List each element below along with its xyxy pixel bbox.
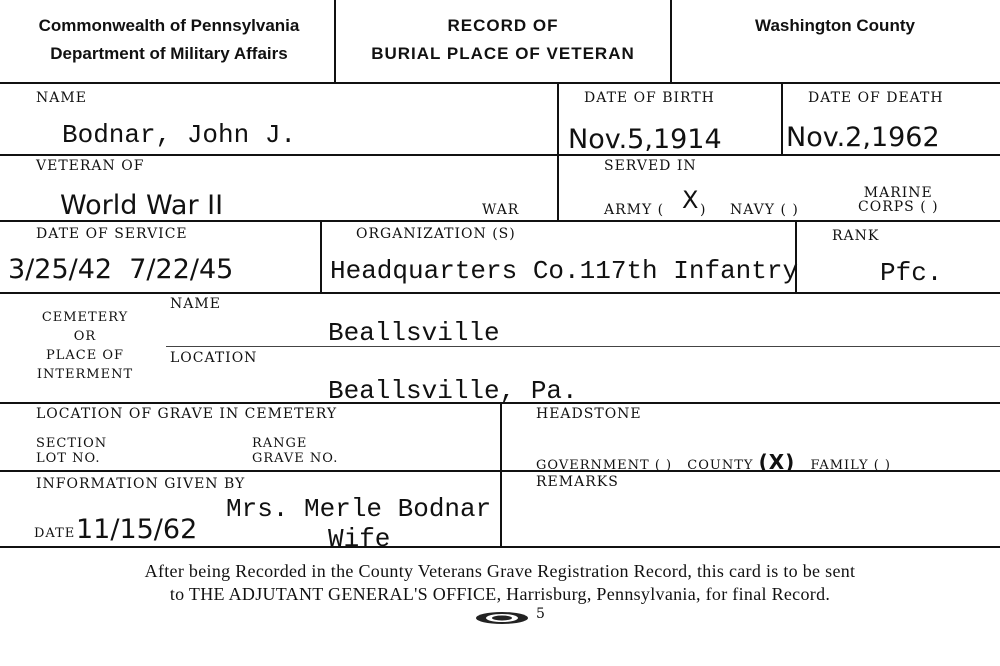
cemetery-label-line3: PLACE OF xyxy=(45,348,124,363)
rank-label: RANK xyxy=(832,228,880,244)
cemetery-label-line1: CEMETERY xyxy=(41,310,129,325)
rule-grave-row xyxy=(0,470,1000,472)
army-label: ARMY ( xyxy=(604,202,665,218)
rule-bottom xyxy=(0,546,1000,548)
service-dates: 3/25/42 7/22/45 xyxy=(8,254,234,285)
form-title-line1: RECORD OF xyxy=(447,16,559,35)
union-label-icon xyxy=(474,610,530,626)
rule-grave-headstone xyxy=(500,404,502,548)
headstone-label: HEADSTONE xyxy=(536,406,642,422)
grave-location-label: LOCATION OF GRAVE IN CEMETERY xyxy=(36,406,338,422)
rule-veteran-row xyxy=(0,220,1000,222)
marine-label xyxy=(858,186,939,214)
range-grave-label xyxy=(252,436,338,466)
footer-instructions xyxy=(0,560,1000,606)
rule-veteran-served xyxy=(557,156,559,220)
cemetery-location-label: LOCATION xyxy=(170,350,258,366)
rule-cemetery-name xyxy=(166,346,1000,347)
rule-name-birth xyxy=(557,84,559,154)
info-given-label: INFORMATION GIVEN BY xyxy=(36,476,246,492)
birth-date: Nov.5,1914 xyxy=(568,124,722,155)
rule-birth-death xyxy=(781,84,783,154)
county-check-mark: (X) xyxy=(758,450,796,474)
remarks-label: REMARKS xyxy=(536,474,619,490)
header-department: Department of Military Affairs xyxy=(50,44,288,63)
army-close: ) xyxy=(700,202,707,218)
army-check-mark: X xyxy=(682,186,699,214)
rule-service-row xyxy=(0,292,1000,294)
army-option xyxy=(604,202,664,218)
rank-value: Pfc. xyxy=(880,258,943,288)
grave-no-label: GRAVE NO. xyxy=(252,451,339,466)
header-center xyxy=(336,12,670,68)
cemetery-name-label: NAME xyxy=(170,296,221,312)
cemetery-label-line4: INTERMENT xyxy=(36,367,134,382)
footer-line1: After being Recorded in the County Veterans Grave Registration Record, this card is to be sent xyxy=(144,561,856,581)
death-date: Nov.2,1962 xyxy=(786,122,940,153)
form-title-line2: BURIAL PLACE OF VETERAN xyxy=(371,44,635,63)
rule-name-row xyxy=(0,154,1000,156)
war-label: WAR xyxy=(482,202,520,218)
veteran-of-label: VETERAN OF xyxy=(36,158,145,174)
veteran-name: Bodnar, John J. xyxy=(62,120,297,150)
informant-relation: Wife xyxy=(328,524,391,554)
range-label: RANGE xyxy=(252,436,308,451)
footer-line2: to THE ADJUTANT GENERAL'S OFFICE, Harrisburg, Pennsylvania, for final Record. xyxy=(169,584,831,604)
cemetery-name: Beallsville xyxy=(328,318,500,348)
war-name: World War II xyxy=(60,190,224,221)
death-label: DATE OF DEATH xyxy=(808,90,944,106)
section-lot-label xyxy=(36,436,107,466)
section-label: SECTION xyxy=(36,436,108,451)
marine-label-line1: MARINE xyxy=(863,185,933,201)
marine-corps-option: CORPS ( ) xyxy=(858,199,939,215)
header-commonwealth: Commonwealth of Pennsylvania xyxy=(38,16,300,35)
print-mark: 5 xyxy=(536,606,545,622)
informant-name: Mrs. Merle Bodnar xyxy=(226,494,492,524)
cemetery-side-label xyxy=(20,308,150,384)
government-option: GOVERNMENT ( ) xyxy=(536,458,673,473)
county-option: COUNTY xyxy=(687,458,754,473)
rule-org-rank xyxy=(795,222,797,292)
organization-label: ORGANIZATION (S) xyxy=(356,226,516,242)
service-dates-label: DATE OF SERVICE xyxy=(36,226,188,242)
family-option: FAMILY ( ) xyxy=(810,458,891,473)
date-label: DATE xyxy=(34,526,76,541)
organization-name: Headquarters Co.117th Infantry xyxy=(330,256,799,286)
info-date: 11/15/62 xyxy=(76,514,198,545)
navy-option: NAVY ( ) xyxy=(730,202,799,218)
lot-label: LOT NO. xyxy=(36,451,101,466)
county-name: Washington County xyxy=(755,16,915,35)
rule-header xyxy=(0,82,1000,84)
name-label: NAME xyxy=(36,90,87,106)
birth-label: DATE OF BIRTH xyxy=(584,90,715,106)
cemetery-location: Beallsville, Pa. xyxy=(328,376,578,406)
served-in-label: SERVED IN xyxy=(604,158,697,174)
header-left xyxy=(10,12,328,68)
rule-service-org xyxy=(320,222,322,292)
cemetery-label-line2: OR xyxy=(73,329,97,344)
